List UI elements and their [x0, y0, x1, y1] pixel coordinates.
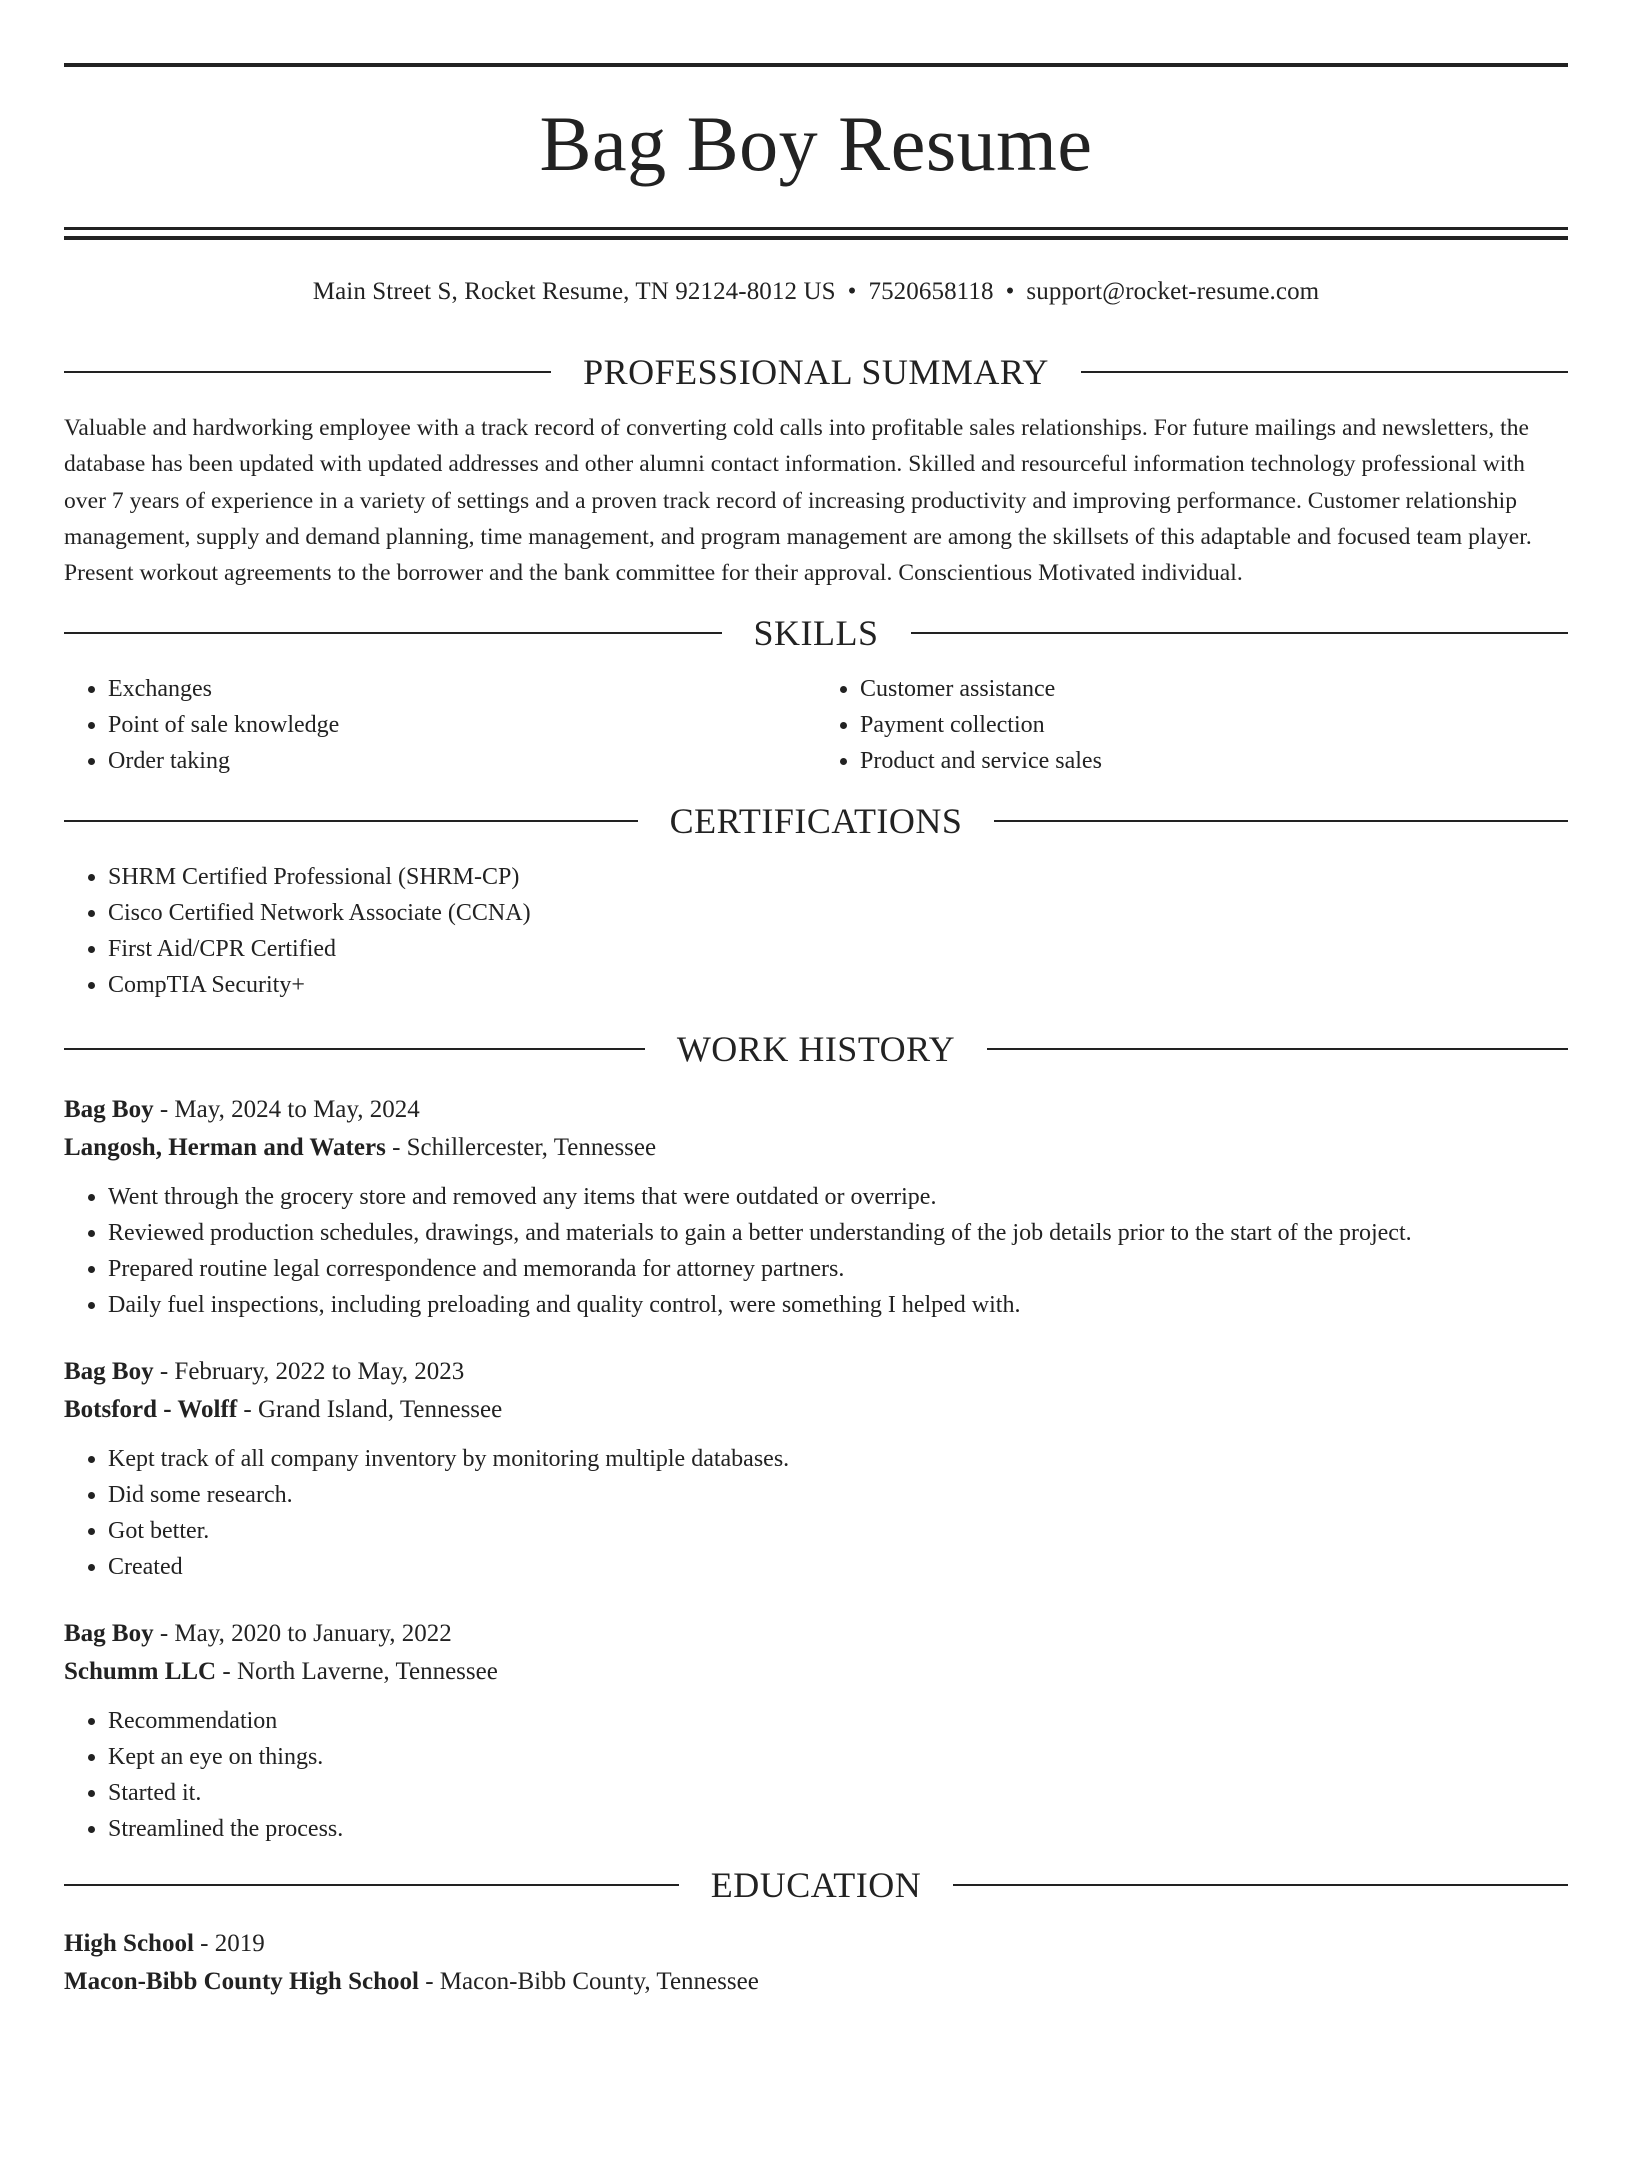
job-bullet: • Reviewed production schedules, drawings, and materials to gain a better understanding of the job details prior to the start of the project.	[108, 1215, 1568, 1251]
job-title-line	[64, 1353, 1568, 1391]
job-dates: - May, 2020 to January, 2022	[153, 1620, 452, 1648]
job-bullet: • Started it.	[108, 1775, 1568, 1811]
section-title: CERTIFICATIONS	[669, 801, 963, 842]
job-company: Langosh, Herman and Waters	[64, 1134, 386, 1162]
certification-item: • First Aid/CPR Certified	[108, 931, 1568, 967]
section-heading-work-history	[64, 1025, 1568, 1073]
heading-rule	[987, 1048, 1568, 1050]
contact-phone: 7520658118	[868, 278, 994, 305]
job-bullet: • Recommendation	[108, 1703, 1568, 1739]
skills-column-left	[64, 671, 816, 779]
section-title: SKILLS	[753, 613, 879, 654]
job-bullet: • Prepared routine legal correspondence and memoranda for attorney partners.	[108, 1251, 1568, 1287]
job-bullet: • Got better.	[108, 1513, 1568, 1549]
job-title-line	[64, 1615, 1568, 1653]
resume-title: Bag Boy Resume	[539, 100, 1093, 187]
heading-rule	[64, 1048, 645, 1050]
resume-page	[0, 63, 1632, 2175]
job-entry	[64, 1615, 1568, 1847]
contact-email: support@rocket-resume.com	[1026, 278, 1320, 305]
job-company-line	[64, 1391, 1568, 1429]
heading-rule	[64, 1884, 679, 1886]
job-bullet: • Created	[108, 1549, 1568, 1585]
job-company-line	[64, 1129, 1568, 1167]
job-company: Botsford - Wolff	[64, 1396, 238, 1424]
job-bullets	[64, 1179, 1568, 1323]
contact-address: Main Street S, Rocket Resume, TN 92124-8012 US	[312, 278, 836, 305]
job-bullets	[64, 1703, 1568, 1847]
skills-column-right	[816, 671, 1568, 779]
education-degree-line	[64, 1925, 1568, 1963]
skill-item: • Product and service sales	[860, 743, 1568, 779]
contact-line	[64, 276, 1568, 308]
education-year: - 2019	[193, 1930, 265, 1958]
section-title: EDUCATION	[710, 1865, 922, 1906]
job-location: - Schillercester, Tennessee	[385, 1134, 657, 1162]
heading-rule	[64, 371, 551, 373]
job-location: - North Laverne, Tennessee	[216, 1658, 498, 1686]
heading-rule	[911, 632, 1569, 634]
skill-item: • Order taking	[108, 743, 816, 779]
job-entry	[64, 1353, 1568, 1585]
job-dates: - February, 2022 to May, 2023	[153, 1358, 465, 1386]
certification-item: • SHRM Certified Professional (SHRM-CP)	[108, 859, 1568, 895]
education-location: - Macon-Bibb County, Tennessee	[418, 1968, 759, 1996]
job-bullet: • Kept track of all company inventory by monitoring multiple databases.	[108, 1441, 1568, 1477]
education-degree: High School	[64, 1930, 194, 1958]
certification-item: • CompTIA Security+	[108, 967, 1568, 1003]
certifications-list	[64, 859, 1568, 1003]
skill-item: • Point of sale knowledge	[108, 707, 816, 743]
job-company: Schumm LLC	[64, 1658, 217, 1686]
certification-item: • Cisco Certified Network Associate (CCNA)	[108, 895, 1568, 931]
section-title: PROFESSIONAL SUMMARY	[583, 352, 1049, 392]
job-title: Bag Boy	[64, 1096, 154, 1124]
section-heading-summary	[64, 348, 1568, 396]
skill-item: • Payment collection	[860, 707, 1568, 743]
skills-list	[64, 671, 1568, 779]
job-entry	[64, 1091, 1568, 1323]
skill-item: • Exchanges	[108, 671, 816, 707]
job-bullet: • Did some research.	[108, 1477, 1568, 1513]
skill-item: • Customer assistance	[860, 671, 1568, 707]
section-heading-certifications	[64, 797, 1568, 845]
job-title: Bag Boy	[64, 1620, 154, 1648]
heading-rule	[1081, 371, 1568, 373]
contact-separator: •	[1005, 278, 1015, 305]
contact-separator: •	[847, 278, 857, 305]
job-bullet: • Streamlined the process.	[108, 1811, 1568, 1847]
education-school: Macon-Bibb County High School	[64, 1968, 419, 1996]
heading-rule	[64, 820, 638, 822]
education-school-line	[64, 1963, 1568, 2001]
section-heading-skills	[64, 609, 1568, 657]
job-title-line	[64, 1091, 1568, 1129]
top-rule	[64, 63, 1568, 67]
heading-rule	[64, 632, 722, 634]
professional-summary-text: Valuable and hardworking employee with a track record of converting cold calls into profitable sales relationships. For future mailings and newsletters, the database has been updated with updated addresses and other alumni contact information. Skilled and resourceful information technology professional with over 7 years of experience in a variety of settings and a proven track record of increasing productivity and improving performance. Customer relationship management, supply and demand planning, time management, and program management are among the skillsets of this adaptable and focused team player. Present workout agreements to the borrower and the bank committee for their approval. Conscientious Motivated individual.	[64, 415, 1532, 587]
section-heading-education	[64, 1861, 1568, 1909]
heading-rule	[953, 1884, 1568, 1886]
job-dates: - May, 2024 to May, 2024	[153, 1096, 420, 1124]
job-bullet: • Daily fuel inspections, including preloading and quality control, were something I helped with.	[108, 1287, 1568, 1323]
job-location: - Grand Island, Tennessee	[237, 1396, 503, 1424]
job-bullet: • Went through the grocery store and removed any items that were outdated or overripe.	[108, 1179, 1568, 1215]
education-entry	[64, 1925, 1568, 2001]
section-title: WORK HISTORY	[676, 1029, 956, 1070]
job-bullet: • Kept an eye on things.	[108, 1739, 1568, 1775]
heading-rule	[994, 820, 1568, 822]
title-double-rule	[64, 227, 1568, 240]
job-bullets	[64, 1441, 1568, 1585]
job-company-line	[64, 1653, 1568, 1691]
job-title: Bag Boy	[64, 1358, 154, 1386]
